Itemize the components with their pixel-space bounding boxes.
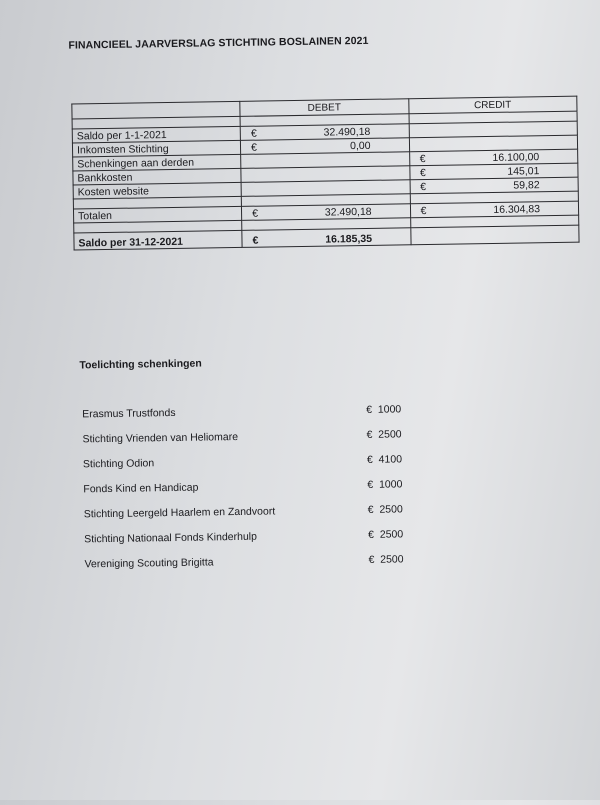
euro-sign: € [366, 453, 373, 466]
donations-title: Toelichting schenkingen [79, 357, 202, 372]
euro-sign: € [420, 180, 427, 194]
donation-amount: 1000 [377, 403, 402, 416]
euro-sign: € [367, 503, 374, 516]
euro-sign: € [250, 127, 257, 140]
euro-sign: € [419, 166, 426, 180]
euro-sign: € [366, 403, 373, 416]
closing-debet: 16.185,35 [325, 232, 373, 246]
ledger-row-label: Bankkosten [73, 168, 241, 185]
donation-item [82, 452, 503, 471]
euro-sign: € [251, 141, 258, 154]
donation-name: Erasmus Trustfonds [82, 406, 176, 421]
credit-header: CREDIT [408, 96, 577, 114]
donation-amount: 2500 [379, 503, 403, 516]
donation-amount: 4100 [378, 453, 403, 466]
donation-amount: 1000 [378, 478, 403, 491]
donation-amount: 2500 [379, 528, 404, 541]
donation-name: Stichting Odion [82, 457, 155, 471]
donation-amount: 2500 [378, 428, 402, 441]
euro-sign: € [420, 204, 427, 218]
donation-name: Stichting Nationaal Fonds Kinderhulp [84, 530, 258, 546]
donation-item [82, 427, 502, 446]
donation-amount: 2500 [380, 553, 404, 566]
debet-value: 0,00 [350, 139, 371, 153]
credit-value: 59,82 [513, 179, 540, 192]
donation-name: Vereniging Scouting Brigitta [84, 556, 214, 571]
euro-sign: € [419, 152, 426, 166]
ledger-row-label: Inkomsten Stichting [72, 140, 240, 157]
donation-name: Stichting Leergeld Haarlem en Zandvoort [83, 505, 276, 521]
ledger-row-label: Kosten website [73, 182, 241, 199]
ledger-row-label: Schenkingen aan derden [73, 154, 241, 171]
donation-item [82, 402, 502, 421]
totals-label: Totalen [73, 206, 241, 223]
credit-value: 145,01 [507, 165, 540, 178]
euro-sign: € [368, 553, 375, 566]
donation-item [83, 502, 504, 521]
totals-debet: 32.490,18 [324, 205, 372, 219]
euro-sign: € [368, 528, 375, 541]
debet-header: DEBET [240, 99, 409, 117]
page-title: FINANCIEEL JAARVERSLAG STICHTING BOSLAINEN 2021 [68, 34, 369, 52]
donation-name: Stichting Vrienden van Heliomare [82, 430, 239, 446]
euro-sign: € [367, 478, 374, 491]
donation-name: Fonds Kind en Handicap [83, 481, 199, 496]
donation-item [84, 527, 504, 546]
debet-value: 32.490,18 [323, 125, 371, 139]
donation-item [83, 477, 503, 496]
totals-credit: 16.304,83 [493, 203, 541, 216]
credit-value: 16.100,00 [492, 151, 540, 164]
euro-sign: € [252, 207, 259, 220]
euro-sign: € [366, 428, 373, 441]
donation-item [84, 552, 504, 571]
closing-label: Saldo per 31-12-2021 [74, 230, 242, 250]
euro-sign: € [252, 234, 259, 247]
ledger-table [71, 96, 579, 251]
ledger-row-label: Saldo per 1-1-2021 [72, 126, 240, 143]
